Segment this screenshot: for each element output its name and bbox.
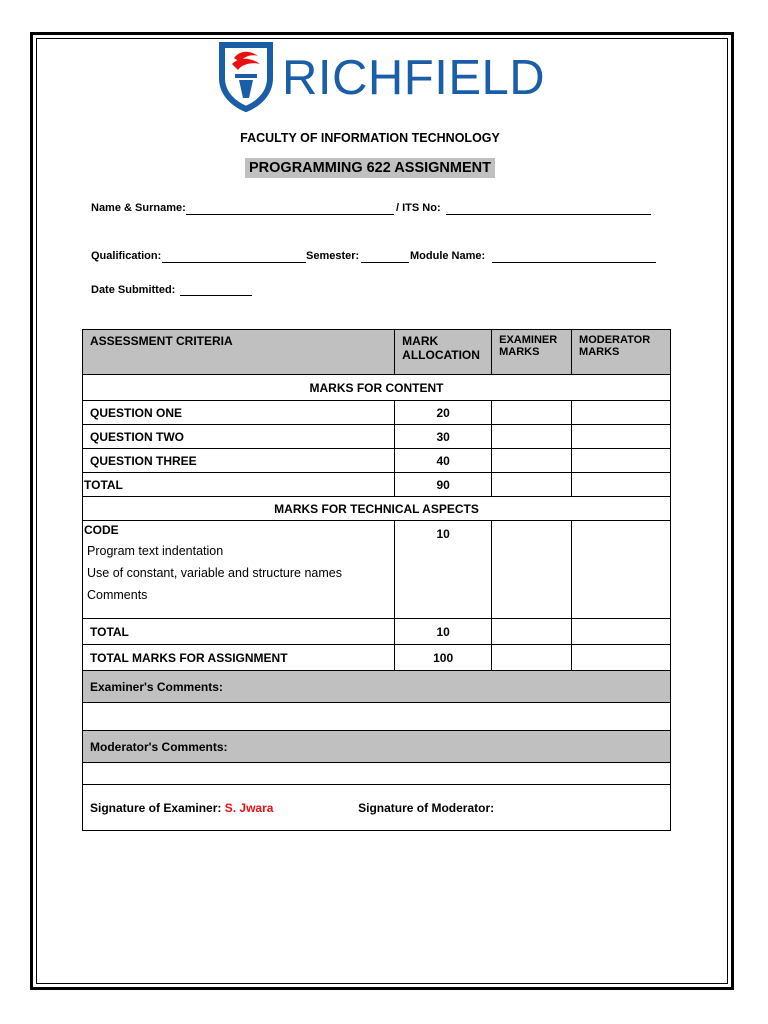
content-total-marks: 90	[395, 473, 492, 497]
date-submitted-label: Date Submitted:	[91, 284, 176, 296]
moderator-comments-label: Moderator's Comments:	[83, 731, 671, 763]
code-item: Use of constant, variable and structure names	[87, 566, 342, 580]
assignment-title: PROGRAMMING 622 ASSIGNMENT	[245, 158, 495, 178]
examiner-signature-name: S. Jwara	[224, 800, 274, 815]
assignment-total-label: TOTAL MARKS FOR ASSIGNMENT	[83, 645, 395, 671]
moderator-signature-label: Signature of Moderator:	[358, 800, 495, 815]
its-no-line[interactable]	[446, 214, 651, 215]
examiner-comments-label: Examiner's Comments:	[83, 671, 671, 703]
moderator-comments-row	[83, 763, 671, 785]
examiner-mark-cell[interactable]	[492, 645, 572, 671]
qualification-line[interactable]	[162, 262, 306, 263]
section-content-label: MARKS FOR CONTENT	[83, 375, 671, 401]
assignment-total-row	[83, 645, 671, 671]
examiner-comments-row	[83, 703, 671, 731]
examiner-mark-cell[interactable]	[492, 521, 572, 619]
moderator-mark-cell[interactable]	[572, 401, 671, 425]
moderator-mark-cell[interactable]	[572, 619, 671, 645]
moderator-mark-cell[interactable]	[572, 449, 671, 473]
row-label: QUESTION TWO	[83, 425, 395, 449]
code-marks: 10	[395, 521, 492, 619]
row-marks: 30	[395, 425, 492, 449]
qualification-label: Qualification:	[91, 250, 162, 262]
examiner-signature-label: Signature of Examiner:	[90, 800, 222, 815]
header-moderator-marks: MODERATOR MARKS	[572, 330, 671, 375]
moderator-comments-header-row	[83, 731, 671, 763]
table-row	[83, 449, 671, 473]
signature-cell	[83, 785, 671, 831]
header-mark-allocation: MARK ALLOCATION	[395, 330, 492, 375]
content-total-label: TOTAL	[83, 473, 395, 497]
table-row	[83, 401, 671, 425]
moderator-comments-field[interactable]	[83, 763, 671, 785]
moderator-mark-cell[interactable]	[572, 521, 671, 619]
assessment-table	[82, 329, 671, 831]
module-name-line[interactable]	[492, 262, 656, 263]
moderator-mark-cell[interactable]	[572, 645, 671, 671]
technical-total-label: TOTAL	[83, 619, 395, 645]
date-submitted-line[interactable]	[180, 295, 252, 296]
moderator-mark-cell[interactable]	[572, 425, 671, 449]
logo-wordmark: RICHFIELD	[282, 51, 546, 105]
code-criteria-cell	[83, 521, 395, 619]
section-row-technical	[83, 497, 671, 521]
name-surname-label: Name & Surname:	[91, 202, 186, 214]
examiner-mark-cell[interactable]	[492, 401, 572, 425]
code-item: Program text indentation	[87, 544, 224, 558]
section-technical-label: MARKS FOR TECHNICAL ASPECTS	[83, 497, 671, 521]
examiner-mark-cell[interactable]	[492, 473, 572, 497]
examiner-mark-cell[interactable]	[492, 449, 572, 473]
table-row	[83, 425, 671, 449]
module-name-label: Module Name:	[410, 250, 486, 262]
richfield-logo	[218, 42, 546, 114]
table-header-row	[83, 330, 671, 375]
header-assessment-criteria: ASSESSMENT CRITERIA	[83, 330, 395, 375]
header-examiner-marks: EXAMINER MARKS	[492, 330, 572, 375]
semester-label: Semester:	[306, 250, 360, 262]
row-label: QUESTION ONE	[83, 401, 395, 425]
signature-row	[83, 785, 671, 831]
code-label: CODE	[84, 523, 119, 537]
section-row-content	[83, 375, 671, 401]
code-row	[83, 521, 671, 619]
examiner-comments-header-row	[83, 671, 671, 703]
assignment-total-marks: 100	[395, 645, 492, 671]
technical-total-row	[83, 619, 671, 645]
technical-total-marks: 10	[395, 619, 492, 645]
row-label: QUESTION THREE	[83, 449, 395, 473]
examiner-mark-cell[interactable]	[492, 425, 572, 449]
content-total-row	[83, 473, 671, 497]
examiner-mark-cell[interactable]	[492, 619, 572, 645]
name-surname-line[interactable]	[186, 214, 394, 215]
semester-line[interactable]	[361, 262, 409, 263]
examiner-comments-field[interactable]	[83, 703, 671, 731]
torch-shield-icon	[218, 42, 274, 112]
row-marks: 20	[395, 401, 492, 425]
code-item: Comments	[87, 588, 148, 602]
its-no-label: / ITS No:	[396, 202, 441, 214]
moderator-mark-cell[interactable]	[572, 473, 671, 497]
faculty-heading: FACULTY OF INFORMATION TECHNOLOGY	[240, 131, 500, 145]
row-marks: 40	[395, 449, 492, 473]
